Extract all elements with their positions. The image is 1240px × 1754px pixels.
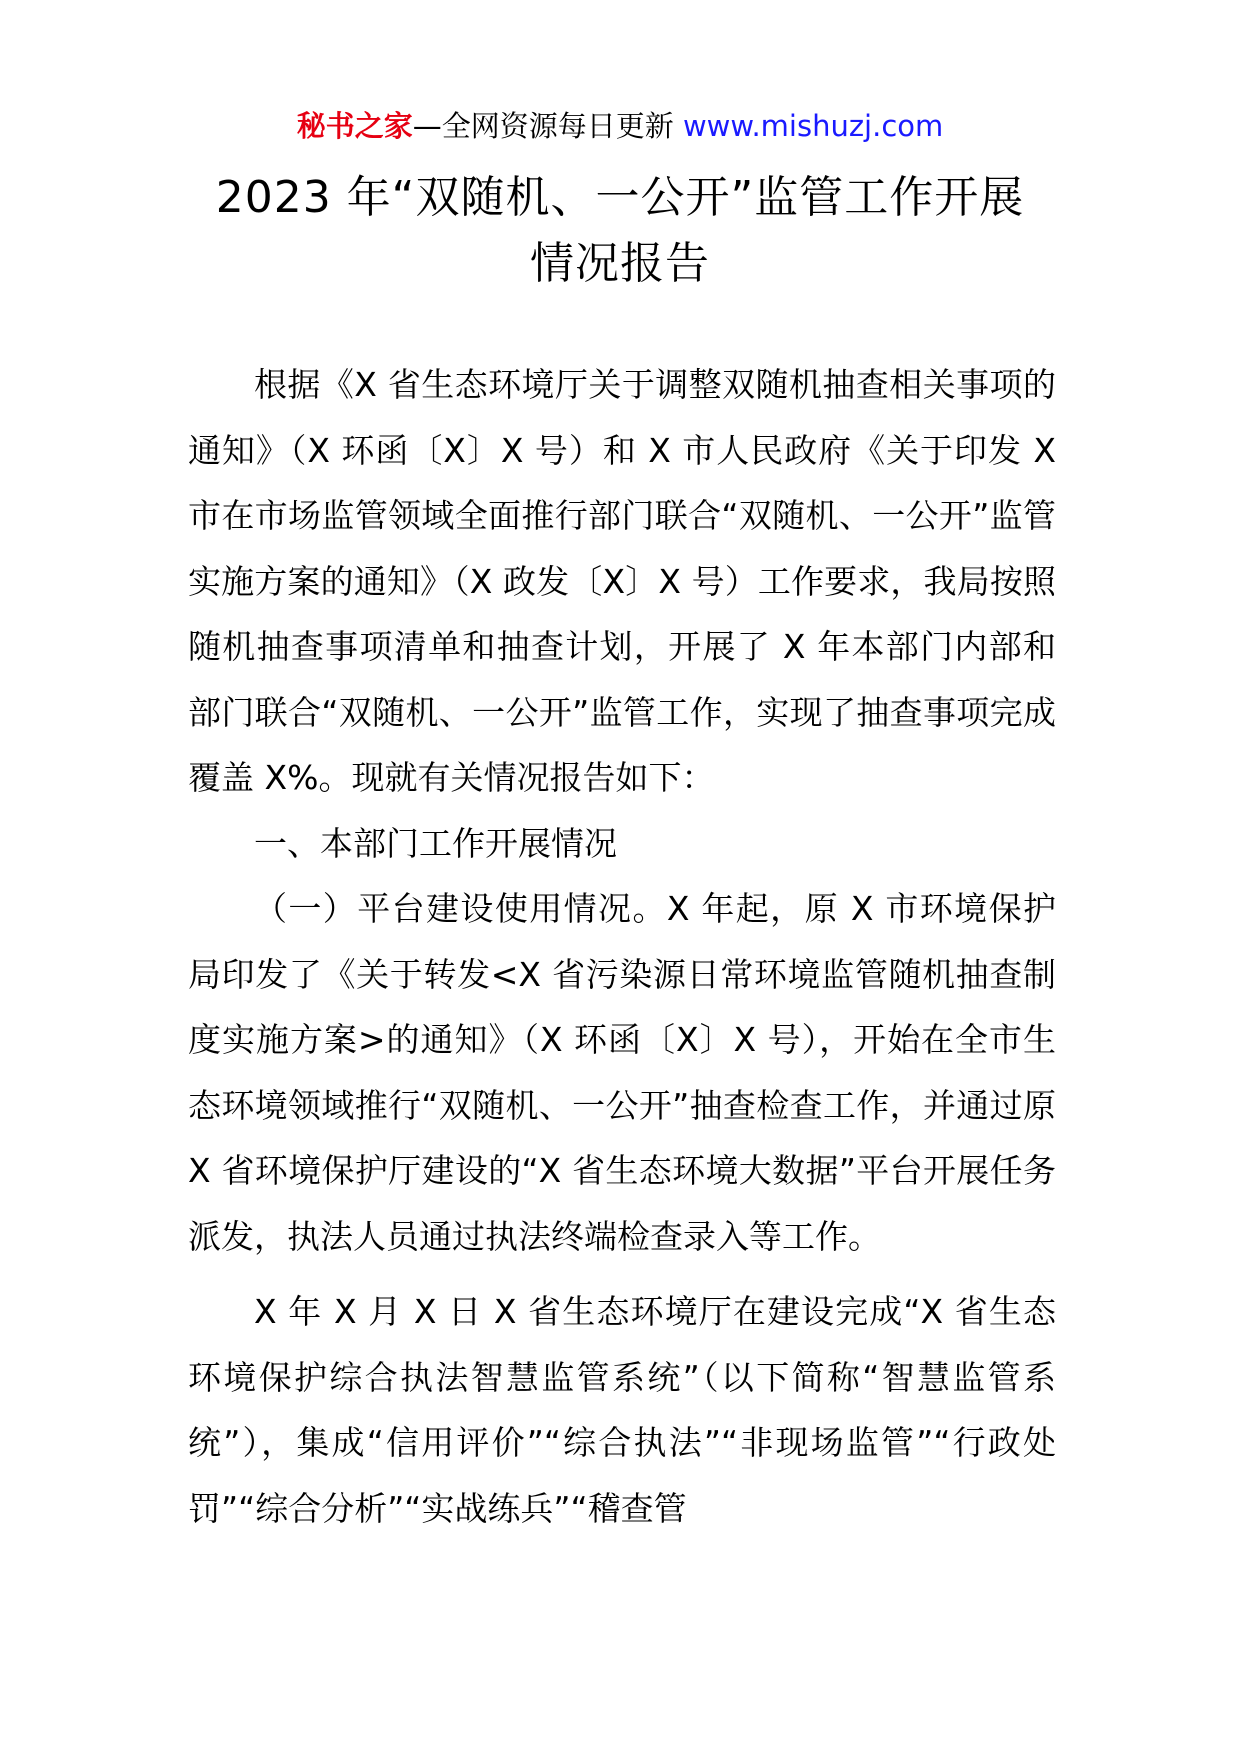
paragraph-smart-system: X 年 X 月 X 日 X 省生态环境厅在建设完成“X 省生态环境保护综合执法智慧监管系统”（以下简称“智慧监管系统”），集成“信用评价”“综合执法”“非现场监管”“行政处罚”“综合分析”“实战练兵”“稽查管 bbox=[188, 1292, 1056, 1528]
paragraph-intro: 根据《X 省生态环境厅关于调整双随机抽查相关事项的通知》（X 环函〔X〕X 号）和 X 市人民政府《关于印发 X 市在市场监管领域全面推行部门联合“双随机、一公开”监管实施方案的通知》（X 政发〔X〕X 号）工作要求，我局按照随机抽查事项清单和抽查计划，开展了 X 年本部门内部和部门联合“双随机、一公开”监管工作，实现了抽查事项完成覆盖 X%。现就有关情况报告如下： bbox=[188, 365, 1056, 797]
title-line-2: 情况报告 bbox=[530, 238, 710, 289]
brand-name: 秘书之家 bbox=[296, 109, 413, 143]
title-line-1: 2023 年“双随机、一公开”监管工作开展 bbox=[215, 172, 1025, 223]
header-slogan: —全网资源每日更新 bbox=[412, 109, 683, 143]
site-header bbox=[0, 104, 1240, 148]
paragraph-platform: （一）平台建设使用情况。X 年起，原 X 市环境保护局印发了《关于转发<X 省污染源日常环境监管随机抽查制度实施方案>的通知》（X 环函〔X〕X 号），开始在全市生态环境领域推行“双随机、一公开”抽查检查工作，并通过原 X 省环境保护厅建设的“X 省生态环境大数据”平台开展任务派发，执法人员通过执法终端检查录入等工作。 bbox=[188, 889, 1056, 1256]
document-body bbox=[188, 352, 1056, 1541]
document-title bbox=[150, 165, 1090, 297]
site-url-link[interactable]: www.mishuzj.com bbox=[682, 109, 944, 143]
section-heading-1: 一、本部门工作开展情况 bbox=[254, 823, 617, 863]
